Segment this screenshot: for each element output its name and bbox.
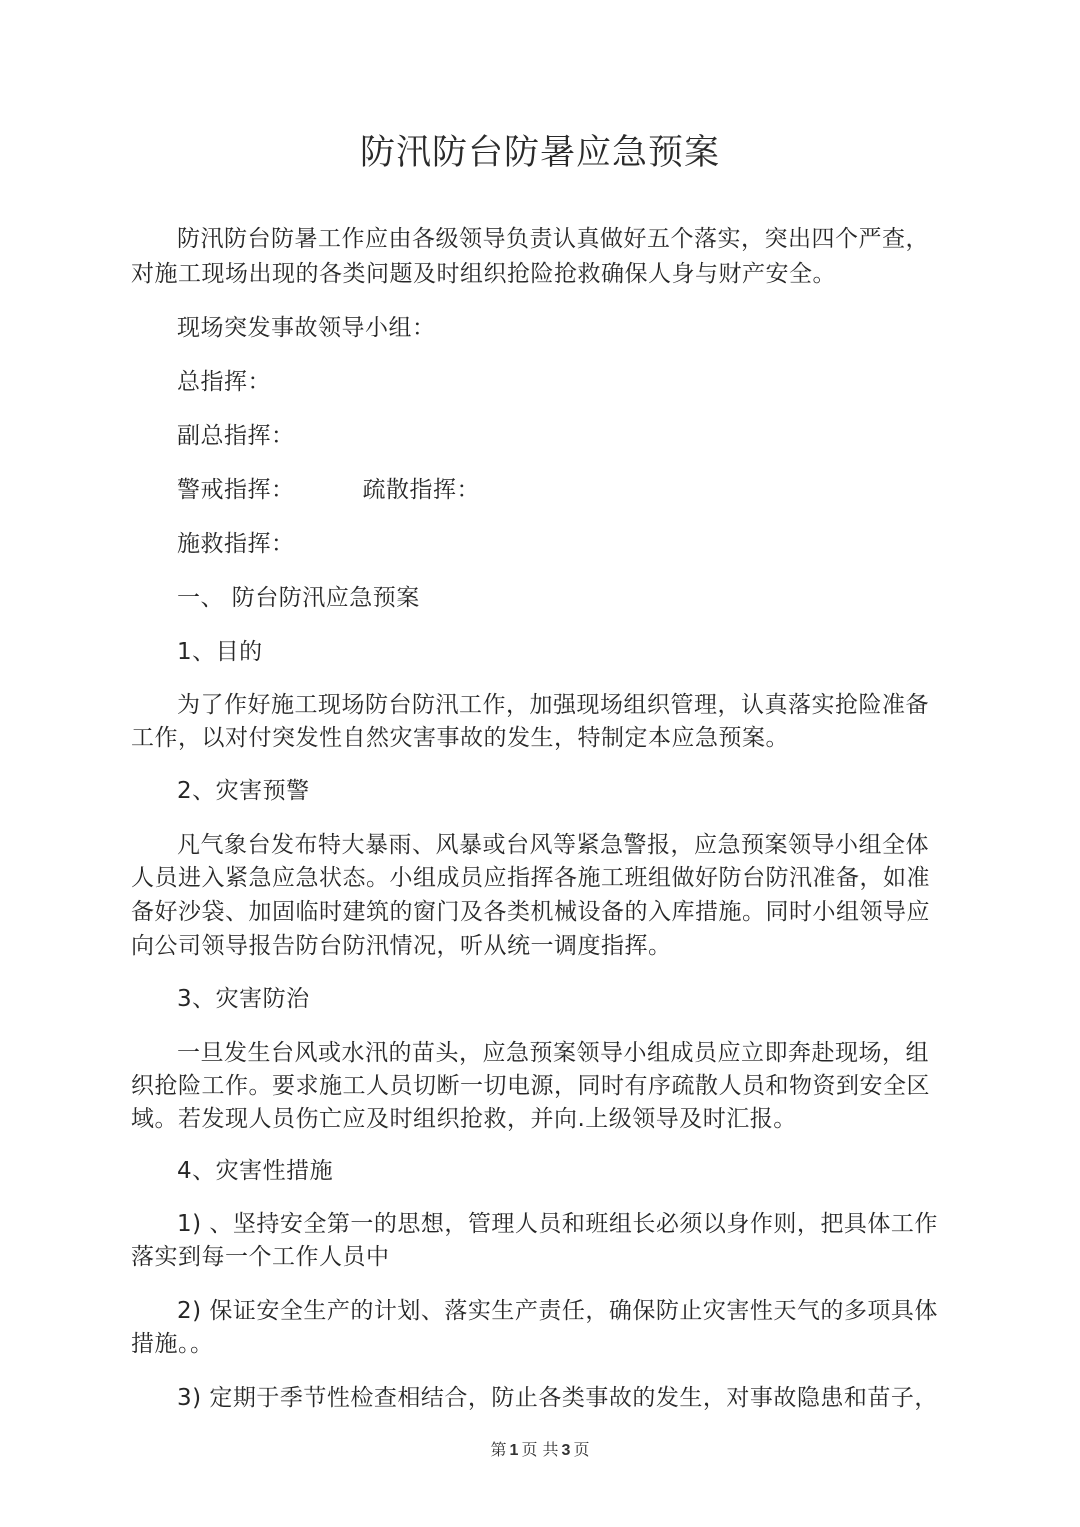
- s4-item2-line-2: 措施。。: [131, 1331, 214, 1357]
- s2-body-line-3: 备好沙袋、加固临时建筑的窗门及各类机械设备的入库措施。同时小组领导应: [131, 899, 930, 925]
- document-title: 防汛防台防暑应急预案: [359, 133, 720, 173]
- footer-page-number: 1: [509, 1442, 519, 1459]
- intro-line-1: 防汛防台防暑工作应由各级领导负责认真做好五个落实，突出四个严查，: [177, 226, 929, 252]
- s4-item2-line-1: 2) 保证安全生产的计划、落实生产责任，确保防止灾害性天气的多项具体: [177, 1298, 938, 1324]
- alert-commander-label: 警戒指挥：: [177, 477, 295, 503]
- footer-middle: 页 共: [521, 1440, 559, 1459]
- s1-body-line-2: 工作，以对付突发性自然灾害事故的发生，特制定本应急预案。: [131, 725, 789, 751]
- s1-body-line-1: 为了作好施工现场防台防汛工作，加强现场组织管理，认真落实抢险准备: [177, 692, 929, 718]
- section-one-heading: 一、 防台防汛应急预案: [177, 585, 420, 611]
- s4-item3-line-1: 3) 定期于季节性检查相结合，防止各类事故的发生，对事故隐患和苗子，: [177, 1385, 938, 1411]
- alert-evacuation-row: [177, 473, 480, 507]
- s4-item1-line-2: 落实到每一个工作人员中: [131, 1244, 390, 1270]
- s4-item1-line-1: 1) 、坚持安全第一的思想，管理人员和班组长必须以身作则，把具体工作: [177, 1211, 938, 1237]
- deputy-commander-label: 副总指挥：: [177, 423, 295, 449]
- s2-heading: 2、灾害预警: [177, 778, 310, 804]
- s2-body-line-2: 人员进入紧急应急状态。小组成员应指挥各施工班组做好防台防汛准备，如准: [131, 865, 930, 891]
- s1-heading: 1、目的: [177, 639, 263, 665]
- s2-body-line-1: 凡气象台发布特大暴雨、风暴或台风等紧急警报，应急预案领导小组全体: [177, 832, 929, 858]
- rescue-commander-label: 施救指挥：: [177, 531, 295, 557]
- s3-heading: 3、灾害防治: [177, 986, 310, 1012]
- footer-total-pages: 3: [561, 1442, 571, 1459]
- leadership-heading: 现场突发事故领导小组：: [177, 315, 436, 341]
- footer-suffix: 页: [573, 1440, 590, 1459]
- s3-body-line-1: 一旦发生台风或水汛的苗头，应急预案领导小组成员应立即奔赴现场，组: [177, 1040, 929, 1066]
- page-footer: [0, 1438, 1080, 1463]
- s3-body-line-3: 域。若发现人员伤亡应及时组织抢救，并向.上级领导及时汇报。: [131, 1106, 797, 1132]
- footer-prefix: 第: [490, 1440, 507, 1459]
- evacuation-commander-label: 疏散指挥：: [362, 477, 480, 503]
- intro-line-2: 对施工现场出现的各类问题及时组织抢险抢救确保人身与财产安全。: [131, 261, 836, 287]
- s4-heading: 4、灾害性措施: [177, 1158, 334, 1184]
- s2-body-line-4: 向公司领导报告防台防汛情况，听从统一调度指挥。: [131, 933, 672, 959]
- commander-label: 总指挥：: [177, 369, 271, 395]
- s3-body-line-2: 织抢险工作。要求施工人员切断一切电源，同时有序疏散人员和物资到安全区: [131, 1073, 930, 1099]
